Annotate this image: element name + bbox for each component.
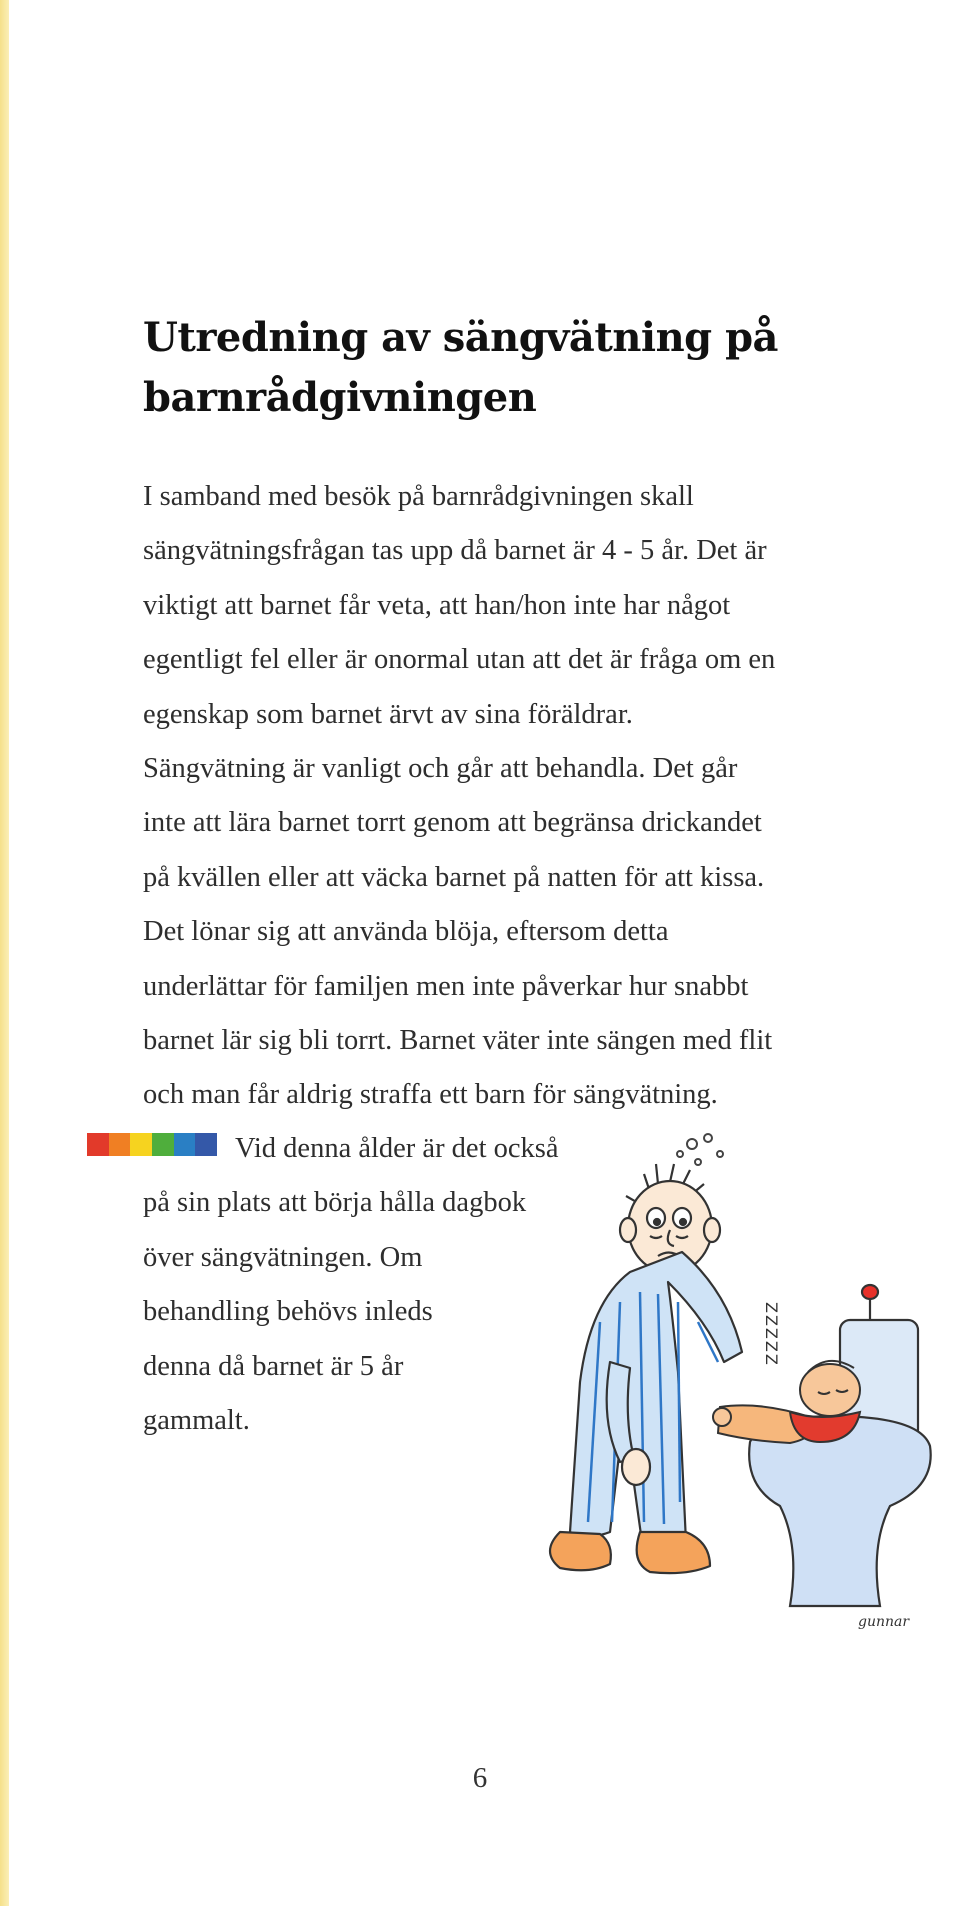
body-line: viktigt att barnet får veta, att han/hon inte har något [143, 589, 731, 621]
stripe-segment [109, 1133, 131, 1156]
aside-line: på sin plats att börja hålla dagbok [143, 1187, 527, 1219]
body-line: I samband med besök på barnrådgivningen skall [143, 481, 694, 512]
artist-signature: gunnar [858, 1614, 910, 1630]
title-line-1: Utredning av sängvätning på [143, 314, 778, 361]
cartoon-illustration [540, 1132, 960, 1652]
body-line: Det lönar sig att använda blöja, eftersom detta [143, 916, 669, 948]
body-line: och man får aldrig straffa ett barn för sängvätning. [143, 1079, 718, 1111]
page-edge [0, 0, 9, 1906]
page-title [143, 308, 843, 428]
body-line: på kvällen eller att väcka barnet på natten för att kissa. [143, 861, 765, 893]
body-line: barnet lär sig bli torrt. Barnet väter inte sängen med flit [143, 1025, 773, 1057]
aside-line: behandling behövs inleds [143, 1296, 433, 1328]
body-line: inte att lära barnet torrt genom att begränsa drickandet [143, 807, 762, 839]
aside-line: gammalt. [143, 1405, 250, 1437]
body-line: egenskap som barnet ärvt av sina föräldrar. [143, 698, 633, 730]
page-number: 6 [472, 1762, 488, 1794]
sleep-bubbles-icon [677, 1134, 723, 1165]
sleeping-child-icon [713, 1361, 860, 1443]
body-line: egentligt fel eller är onormal utan att det är fråga om en [143, 644, 776, 676]
aside-line: denna då barnet är 5 år [143, 1350, 404, 1382]
title-line-2: barnrådgivningen [143, 374, 537, 421]
stripe-segment [87, 1133, 109, 1156]
snore-text: ZZZZZ [762, 1302, 781, 1367]
body-line: sängvätningsfrågan tas upp då barnet är 4 - 5 år. Det är [143, 535, 767, 567]
aside-line: över sängvätningen. Om [143, 1241, 423, 1273]
aside-line: Vid denna ålder är det också [235, 1133, 559, 1164]
parent-figure-icon [550, 1164, 742, 1573]
body-line: underlättar för familjen men inte påverkar hur snabbt [143, 970, 749, 1002]
body-line: Sängvätning är vanligt och går att behandla. Det går [143, 753, 738, 785]
body-paragraph [143, 470, 933, 1123]
